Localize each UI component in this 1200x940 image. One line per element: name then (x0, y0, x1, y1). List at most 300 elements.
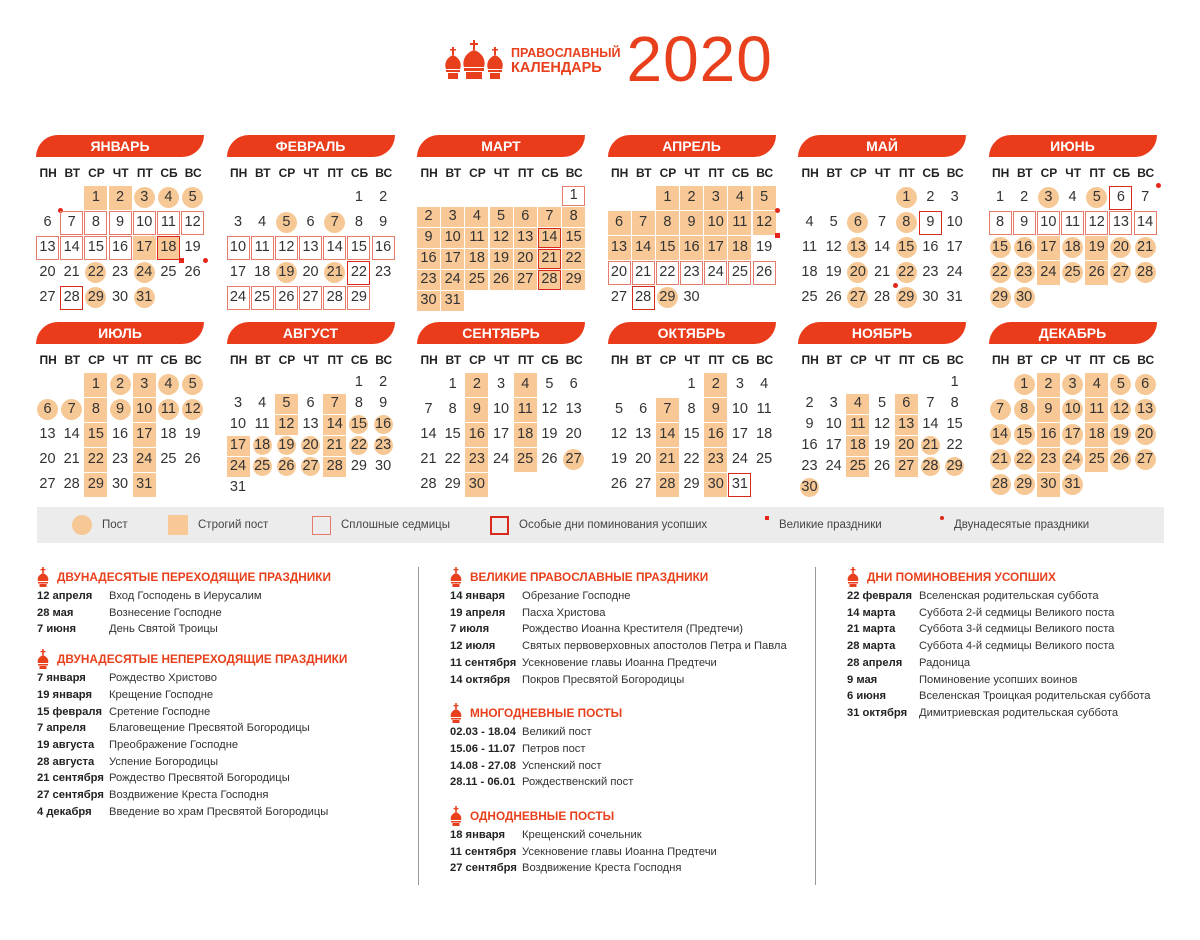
weekday-label: ПН (39, 166, 57, 180)
calendar-day: 19 (1109, 423, 1132, 447)
calendar-day: 1 (562, 186, 585, 206)
calendar-day: 6 (1134, 373, 1157, 397)
month-days-grid (608, 161, 799, 310)
calendar-day: 24 (1037, 261, 1060, 285)
weekday-label: ВТ (255, 166, 271, 180)
calendar-day: 12 (490, 228, 513, 248)
legend-post (72, 515, 128, 535)
weekday-label: СР (278, 166, 296, 180)
month-days-grid (989, 161, 1180, 310)
calendar-day: 13 (514, 228, 537, 248)
item-name: Успение Богородицы (109, 755, 219, 768)
list-item (847, 621, 1150, 638)
legend-great-label: Великие праздники (779, 519, 882, 531)
calendar-day: 12 (753, 211, 776, 235)
calendar-day: 26 (275, 286, 298, 310)
calendar-day: 31 (133, 286, 156, 310)
weekday-label: СБ (1112, 166, 1131, 180)
list-item (37, 621, 347, 638)
list-item (450, 588, 787, 605)
weekday-label: ПН (610, 166, 629, 180)
logo (443, 23, 773, 95)
calendar-day: 3 (829, 395, 838, 411)
calendar-day: 3 (735, 376, 744, 392)
calendar-day: 17 (229, 264, 247, 280)
weekday-label: ПТ (708, 353, 725, 367)
list-item (450, 860, 787, 877)
calendar-day: 23 (465, 448, 488, 472)
calendar-day: 22 (656, 261, 679, 285)
calendar-day: 19 (753, 236, 776, 260)
legend-strict (168, 515, 268, 535)
calendar-day: 20 (39, 451, 56, 467)
item-name: Радоница (919, 656, 971, 669)
calendar-day: 17 (731, 426, 748, 442)
square-swatch-icon (168, 515, 188, 535)
weekday-label: СБ (731, 353, 750, 367)
calendar-day: 19 (275, 436, 298, 456)
calendar-day: 12 (181, 398, 204, 422)
legend-memorial (490, 516, 707, 535)
empty-cell (798, 186, 821, 210)
weekday-label: ПН (229, 353, 248, 367)
item-date: 21 марта (847, 623, 896, 636)
item-date: 19 апреля (450, 606, 506, 619)
calendar-day: 5 (490, 207, 513, 227)
item-date: 27 сентября (450, 862, 517, 875)
weekday-label: ВТ (1017, 166, 1033, 180)
item-date: 28 марта (847, 640, 896, 653)
calendar-day: 18 (1061, 236, 1084, 260)
weekday-label: ВС (946, 166, 964, 180)
calendar-day: 28 (656, 473, 679, 497)
calendar-day: 4 (157, 186, 180, 210)
list-item (847, 688, 1150, 705)
item-name: Пасха Христова (522, 606, 606, 619)
item-date: 21 сентября (37, 772, 104, 785)
item-date: 12 апреля (37, 590, 93, 602)
item-date: 28 апреля (847, 656, 903, 669)
legend-solid (312, 516, 450, 535)
calendar-day: 18 (846, 436, 869, 456)
calendar-day: 11 (251, 236, 274, 260)
section-title: ВЕЛИКИЕ ПРАВОСЛАВНЫЕ ПРАЗДНИКИ (470, 570, 709, 584)
item-name: Благовещение Пресвятой Богородицы (109, 722, 310, 735)
calendar-day: 4 (514, 373, 537, 397)
month-7 (36, 322, 227, 494)
list-item (37, 588, 347, 605)
item-date: 9 мая (847, 673, 878, 686)
calendar-day: 21 (989, 448, 1012, 472)
calendar-day: 12 (825, 239, 842, 255)
calendar-day: 31 (728, 473, 751, 497)
calendar-day: 15 (656, 236, 679, 260)
calendar-day: 21 (873, 264, 891, 280)
calendar-day: 30 (683, 289, 700, 305)
weekday-label: СБ (350, 353, 369, 367)
empty-cell (989, 373, 1012, 397)
calendar-day: 1 (84, 186, 107, 210)
calendar-day: 20 (608, 261, 631, 285)
calendar-day: 30 (1013, 286, 1036, 310)
calendar-day: 26 (1109, 448, 1132, 472)
round-dot-icon (940, 516, 944, 520)
calendar-day: 26 (181, 261, 204, 285)
calendar-day: 14 (922, 416, 939, 432)
calendar-day: 24 (227, 457, 250, 477)
weekday-label: СР (1040, 166, 1058, 180)
calendar-day: 10 (492, 401, 510, 417)
calendar-day: 8 (84, 398, 107, 422)
weekday-label: ВТ (64, 353, 81, 367)
dark-outline-swatch-icon (490, 516, 509, 535)
month-days-grid (227, 161, 418, 310)
list-item (450, 638, 787, 655)
calendar-day: 14 (873, 239, 891, 255)
empty-cell (608, 186, 631, 210)
church-dome-icon (37, 567, 49, 587)
weekday-label: ВС (756, 353, 774, 367)
church-domes-icon (443, 39, 505, 79)
calendar-day: 3 (133, 186, 156, 210)
calendar-day: 16 (465, 423, 488, 447)
weekday-label: СБ (731, 166, 750, 180)
outline-swatch-icon (312, 516, 331, 535)
item-date: 14 марта (847, 606, 896, 619)
item-date: 22 февраля (847, 590, 912, 602)
item-name: Крещение Господне (109, 688, 214, 701)
calendar-day: 17 (492, 426, 510, 442)
calendar-day: 18 (756, 426, 773, 442)
calendar-day: 13 (302, 416, 319, 432)
month-12 (989, 322, 1180, 494)
item-date: 19 августа (37, 738, 95, 751)
calendar-day: 8 (687, 401, 696, 417)
weekday-label: ПТ (517, 353, 534, 367)
legend-strict-label: Строгий пост (198, 519, 269, 531)
calendar-day: 10 (133, 211, 156, 235)
calendar-day: 17 (133, 236, 156, 260)
calendar-day: 10 (704, 211, 727, 235)
weekday-label: ВС (375, 166, 393, 180)
calendar-day: 8 (354, 395, 363, 411)
month-title: ДЕКАБРЬ (989, 322, 1157, 344)
calendar-day: 7 (538, 207, 561, 227)
list-section (450, 702, 787, 791)
calendar-day: 12 (541, 401, 558, 417)
month-days-grid (989, 348, 1180, 497)
calendar-day: 14 (60, 236, 83, 260)
calendar-day: 29 (943, 457, 966, 477)
list-column-2 (450, 566, 787, 891)
weekday-label: ПТ (136, 353, 153, 367)
calendar-day: 10 (731, 401, 748, 417)
calendar-day: 28 (989, 473, 1012, 497)
calendar-day: 17 (441, 249, 464, 269)
calendar-day: 23 (111, 264, 129, 280)
calendar-day: 27 (1134, 448, 1157, 472)
calendar-day: 31 (946, 289, 963, 305)
weekday-label: СР (278, 353, 296, 367)
month-days-grid (417, 161, 608, 311)
calendar-day: 24 (227, 286, 250, 310)
item-date: 4 декабря (37, 805, 92, 818)
list-item (450, 724, 787, 741)
empty-cell (514, 186, 537, 206)
calendar-day: 2 (680, 186, 703, 210)
calendar-day: 20 (299, 436, 322, 456)
weekday-label: ВС (565, 166, 583, 180)
calendar-day: 31 (133, 473, 156, 497)
calendar-day: 18 (801, 264, 818, 280)
calendar-day: 7 (878, 214, 887, 230)
weekday-label: ВС (375, 353, 393, 367)
calendar-day: 16 (680, 236, 703, 260)
calendar-day: 15 (562, 228, 585, 248)
great-feast-dot-icon (775, 233, 780, 238)
calendar-day: 20 (635, 451, 652, 467)
month-title: НОЯБРЬ (798, 322, 966, 344)
empty-cell (299, 186, 322, 210)
item-date: 28 мая (37, 606, 74, 619)
weekday-label: ПТ (517, 166, 534, 180)
item-date: 15 февраля (37, 705, 102, 718)
item-name: Вознесение Господне (109, 606, 222, 619)
calendar-day: 2 (926, 189, 935, 205)
calendar-day: 21 (420, 451, 437, 467)
calendar-day: 14 (420, 426, 437, 442)
list-item (37, 754, 347, 771)
calendar-day: 23 (111, 451, 129, 467)
empty-cell (465, 186, 488, 206)
calendar-day: 13 (1134, 398, 1157, 422)
calendar-day: 23 (417, 270, 440, 290)
calendar-day: 11 (756, 401, 772, 417)
weekday-label: ЧТ (684, 353, 701, 367)
calendar-day: 20 (565, 426, 582, 442)
calendar-day: 9 (919, 211, 942, 235)
weekday-label: СБ (160, 166, 178, 180)
calendar-day: 25 (514, 448, 537, 472)
weekday-label: ВТ (255, 353, 271, 367)
calendar-day: 17 (825, 437, 842, 453)
calendar-day: 7 (60, 211, 83, 235)
calendar-day: 8 (448, 401, 457, 417)
calendar-day: 31 (1061, 473, 1084, 497)
calendar-day: 6 (639, 401, 648, 417)
weekday-label: СР (1040, 353, 1058, 367)
item-date: 28 августа (37, 755, 95, 768)
item-name: Димитриевская родительская суббота (919, 706, 1119, 719)
calendar-day: 8 (1013, 398, 1036, 422)
item-name: Воздвижение Креста Господня (109, 789, 269, 802)
calendar-day: 20 (39, 264, 56, 280)
calendar-day: 23 (801, 458, 818, 474)
calendar-day: 21 (63, 451, 80, 467)
empty-cell (227, 186, 250, 210)
calendar-day: 17 (133, 423, 156, 447)
calendar-day: 6 (514, 207, 537, 227)
weekday-label: ЧТ (1065, 353, 1082, 367)
calendar-day: 16 (417, 249, 440, 269)
legend-post-label: Пост (102, 519, 128, 531)
calendar-day: 28 (323, 286, 346, 310)
month-1 (36, 135, 227, 307)
calendar-day: 18 (251, 436, 274, 456)
calendar-day: 12 (275, 236, 298, 260)
calendar-day: 8 (562, 207, 585, 227)
section-title: МНОГОДНЕВНЫЕ ПОСТЫ (470, 706, 623, 721)
calendar-day: 20 (895, 436, 918, 456)
item-name: Суббота 3-й седмицы Великого поста (919, 623, 1115, 636)
month-days-grid (798, 348, 989, 498)
section-title: ОДНОДНЕВНЫЕ ПОСТЫ (470, 809, 615, 824)
weekday-label: ВС (1137, 353, 1155, 367)
list-section (847, 566, 1150, 722)
weekday-label: ПТ (136, 166, 153, 180)
calendar-day: 13 (565, 401, 582, 417)
item-date: 27 сентября (37, 789, 104, 802)
list-item (37, 704, 347, 721)
calendar-day: 30 (111, 289, 129, 305)
weekday-label: ЧТ (493, 353, 510, 367)
legend-memorial-label: Особые дни поминования усопших (519, 519, 708, 531)
list-item (37, 687, 347, 704)
calendar-day: 18 (728, 236, 751, 260)
calendar-day: 25 (157, 261, 180, 285)
calendar-day: 28 (871, 286, 894, 310)
calendar-day: 27 (895, 457, 918, 477)
weekday-label: ПТ (1089, 166, 1106, 180)
month-8 (227, 322, 418, 494)
calendar-day: 20 (302, 264, 319, 280)
calendar-day: 27 (39, 289, 56, 305)
calendar-day: 30 (417, 291, 440, 311)
item-date: 14 октября (450, 673, 511, 686)
weekday-label: ПН (991, 353, 1010, 367)
logo-title (511, 46, 620, 76)
item-name: Святых первоверховных апостолов Петра и Павла (522, 640, 787, 653)
year-title: 2020 (626, 23, 773, 95)
weekday-label: СБ (541, 166, 559, 180)
item-date: 11 сентября (450, 845, 517, 858)
calendar-day: 22 (444, 451, 461, 467)
calendar-day: 5 (878, 395, 887, 411)
calendar-day: 4 (1085, 373, 1108, 397)
empty-cell (417, 373, 440, 397)
calendar-day: 14 (632, 236, 655, 260)
calendar-day: 6 (895, 394, 918, 414)
item-name: Воздвижение Креста Господня (522, 862, 682, 875)
calendar-day: 26 (275, 457, 298, 477)
section-heading (847, 566, 1150, 588)
item-name: Успенский пост (522, 759, 602, 772)
empty-cell (919, 373, 942, 393)
calendar-day: 21 (323, 261, 346, 285)
calendar-day: 26 (753, 261, 776, 285)
legend-twelve-label: Двунадесятые праздники (954, 519, 1090, 531)
calendar-day: 30 (465, 473, 488, 497)
calendar-day: 9 (109, 211, 132, 235)
calendar-day: 22 (84, 261, 107, 285)
item-date: 19 января (37, 688, 93, 701)
month-days-grid (608, 348, 799, 497)
item-date: 7 января (37, 672, 86, 685)
month-days-grid (36, 161, 227, 310)
calendar-day: 1 (354, 189, 363, 205)
weekday-label: ВС (184, 353, 202, 367)
month-days-grid (417, 348, 608, 497)
empty-cell (632, 186, 655, 210)
calendar-day: 2 (1020, 189, 1029, 205)
calendar-day: 10 (441, 228, 464, 248)
calendar-day: 11 (254, 416, 270, 432)
calendar-day: 5 (1109, 373, 1132, 397)
twelve-feast-dot-icon (775, 208, 780, 213)
month-title: ФЕВРАЛЬ (227, 135, 395, 157)
list-item (847, 672, 1150, 689)
section-heading (37, 566, 347, 588)
calendar-day: 19 (873, 437, 891, 453)
weekday-label: ПН (610, 353, 629, 367)
calendar-day: 25 (251, 457, 274, 477)
weekday-label: ВС (184, 166, 202, 180)
list-section (450, 805, 787, 877)
calendar-day: 13 (36, 236, 59, 260)
calendar-day: 21 (1134, 236, 1157, 260)
item-name: Покров Пресвятой Богородицы (522, 673, 685, 686)
calendar-day: 16 (704, 423, 727, 447)
calendar-day: 8 (656, 211, 679, 235)
calendar-day: 27 (610, 289, 628, 305)
calendar-day: 16 (1013, 236, 1036, 260)
calendar-day: 10 (133, 398, 156, 422)
calendar-day: 6 (36, 398, 59, 422)
calendar-day: 4 (258, 214, 267, 230)
calendar-day: 17 (1061, 423, 1084, 447)
calendar-day: 18 (1085, 423, 1108, 447)
empty-cell (323, 373, 346, 393)
calendar-day: 31 (441, 291, 464, 311)
weekday-label: ПН (991, 166, 1010, 180)
section-heading (450, 805, 787, 827)
calendar-day: 2 (465, 373, 488, 397)
list-item (450, 774, 787, 791)
calendar-day: 29 (1013, 473, 1036, 497)
calendar-day: 6 (846, 211, 869, 235)
calendar-day: 13 (608, 236, 631, 260)
weekday-label: ЧТ (874, 166, 891, 180)
calendar-day: 4 (258, 395, 267, 411)
empty-cell (275, 373, 298, 393)
weekday-label: ВТ (1017, 353, 1033, 367)
calendar-day: 23 (922, 264, 939, 280)
item-name: Суббота 2-й седмицы Великого поста (919, 606, 1115, 619)
calendar-day: 16 (109, 236, 132, 260)
calendar-day: 19 (610, 451, 628, 467)
church-dome-icon (450, 806, 462, 826)
calendar-day: 16 (111, 426, 129, 442)
calendar-day: 10 (825, 416, 842, 432)
calendar-day: 24 (492, 451, 510, 467)
calendar-day: 18 (254, 264, 271, 280)
calendar-day: 5 (545, 376, 554, 392)
month-title: АПРЕЛЬ (608, 135, 776, 157)
month-11 (798, 322, 989, 494)
calendar-day: 17 (227, 436, 250, 456)
item-date: 18 января (450, 829, 506, 842)
calendar-day: 8 (950, 395, 959, 411)
